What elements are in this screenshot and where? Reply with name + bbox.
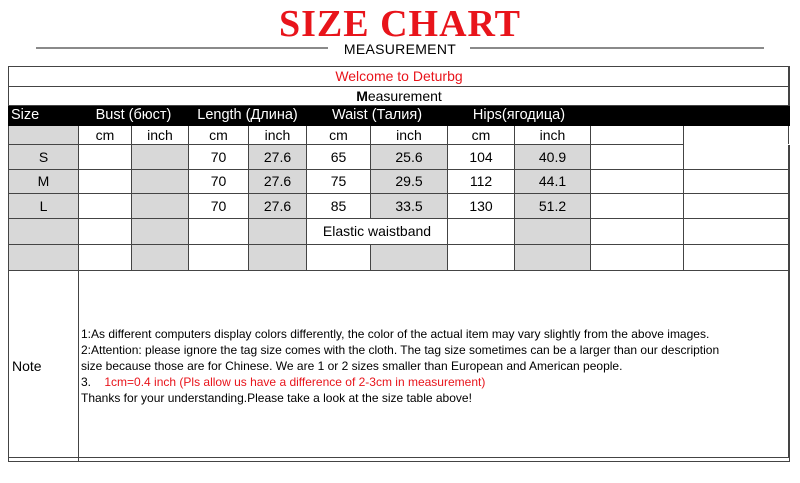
empty-cell xyxy=(684,219,790,245)
measurement-subtitle: MEASUREMENT xyxy=(343,41,457,57)
unit-bust-cm: cm xyxy=(79,126,132,145)
empty-cell xyxy=(591,219,684,245)
table-row xyxy=(9,219,790,245)
note-line-2: 2:Attention: please ignore the tag size comes with the cloth. The tag size sometimes can be a larger than our description xyxy=(81,343,720,357)
waist-cm-cell: 75 xyxy=(307,170,371,194)
empty-cell xyxy=(591,145,684,170)
waist-cm-cell: 65 xyxy=(307,145,371,170)
measurement-heading: Measurement xyxy=(9,87,790,106)
empty-cell xyxy=(9,245,79,271)
elastic-waistband-note: Elastic waistband xyxy=(307,219,448,245)
empty-cell xyxy=(591,126,684,145)
size-chart-title: SIZE CHART xyxy=(278,3,521,45)
unit-hips-inch: inch xyxy=(515,126,591,145)
empty-cell xyxy=(591,245,684,271)
length-cm-cell: 70 xyxy=(189,194,249,219)
unit-hips-cm: cm xyxy=(448,126,515,145)
waist-cm-cell: 85 xyxy=(307,194,371,219)
empty-cell xyxy=(684,245,790,271)
empty-cell xyxy=(189,219,249,245)
empty-cell xyxy=(684,126,790,145)
empty-cell xyxy=(591,194,684,219)
size-cell: M xyxy=(9,170,79,194)
bust-cm-cell xyxy=(79,170,132,194)
table-row xyxy=(9,145,790,170)
header-bust: Bust (бюст) xyxy=(79,106,189,126)
note-line-4: 3. 1cm=0.4 inch (Pls allow us have a difference of 2-3cm in measurement) xyxy=(81,375,486,389)
empty-cell xyxy=(307,245,371,271)
length-cm-cell: 70 xyxy=(189,170,249,194)
note-line-5: Thanks for your understanding.Please take a look at the size table above! xyxy=(81,391,472,405)
bust-cm-cell xyxy=(79,145,132,170)
header-hips: Hips(ягодица) xyxy=(448,106,591,126)
empty-cell xyxy=(79,219,132,245)
header-size: Size xyxy=(9,106,79,126)
header-empty xyxy=(591,106,684,126)
empty-cell xyxy=(79,245,132,271)
size-cell: L xyxy=(9,194,79,219)
empty-cell xyxy=(515,245,591,271)
length-inch-cell: 27.6 xyxy=(249,194,307,219)
unit-bust-inch: inch xyxy=(132,126,189,145)
empty-cell xyxy=(684,194,790,219)
hips-inch-cell: 44.1 xyxy=(515,170,591,194)
note-line-1: 1:As different computers display colors differently, the color of the actual item may vary slightly from the above images. xyxy=(81,327,710,341)
bust-inch-cell xyxy=(132,145,189,170)
table-row xyxy=(9,170,790,194)
table-row xyxy=(9,245,790,271)
header-empty xyxy=(684,106,790,126)
empty-cell xyxy=(189,245,249,271)
note-line-3: size because those are for Chinese. We are 1 or 2 sizes smaller than European and American people. xyxy=(81,359,623,373)
empty-cell xyxy=(249,245,307,271)
empty-cell xyxy=(684,170,790,194)
empty-cell xyxy=(132,219,189,245)
bust-cm-cell xyxy=(79,194,132,219)
header-waist: Waist (Талия) xyxy=(307,106,448,126)
size-table xyxy=(8,66,790,462)
note-label: Note xyxy=(9,271,79,462)
waist-inch-cell: 33.5 xyxy=(371,194,448,219)
header-row xyxy=(9,106,790,126)
unit-length-inch: inch xyxy=(249,126,307,145)
hips-cm-cell: 130 xyxy=(448,194,515,219)
size-cell: S xyxy=(9,145,79,170)
waist-inch-cell: 25.6 xyxy=(371,145,448,170)
hips-cm-cell: 112 xyxy=(448,170,515,194)
note-measurement-tolerance: 1cm=0.4 inch (Pls allow us have a difference of 2-3cm in measurement) xyxy=(104,375,486,389)
notes-row xyxy=(9,271,790,462)
notes-text xyxy=(79,271,790,462)
empty-cell xyxy=(684,145,790,170)
units-size-cell xyxy=(9,126,79,145)
empty-cell xyxy=(249,219,307,245)
bust-inch-cell xyxy=(132,170,189,194)
table-row xyxy=(9,194,790,219)
unit-waist-inch: inch xyxy=(371,126,448,145)
unit-length-cm: cm xyxy=(189,126,249,145)
empty-cell xyxy=(9,219,79,245)
length-inch-cell: 27.6 xyxy=(249,170,307,194)
unit-waist-cm: cm xyxy=(307,126,371,145)
waist-inch-cell: 29.5 xyxy=(371,170,448,194)
empty-cell xyxy=(515,219,591,245)
length-cm-cell: 70 xyxy=(189,145,249,170)
hips-cm-cell: 104 xyxy=(448,145,515,170)
welcome-banner: Welcome to Deturbg xyxy=(9,67,790,87)
empty-cell xyxy=(448,219,515,245)
header-length: Length (Длина) xyxy=(189,106,307,126)
empty-cell xyxy=(591,170,684,194)
units-row xyxy=(9,126,790,145)
empty-cell xyxy=(448,245,515,271)
empty-cell xyxy=(132,245,189,271)
empty-cell xyxy=(371,245,448,271)
length-inch-cell: 27.6 xyxy=(249,145,307,170)
hips-inch-cell: 51.2 xyxy=(515,194,591,219)
hips-inch-cell: 40.9 xyxy=(515,145,591,170)
bust-inch-cell xyxy=(132,194,189,219)
